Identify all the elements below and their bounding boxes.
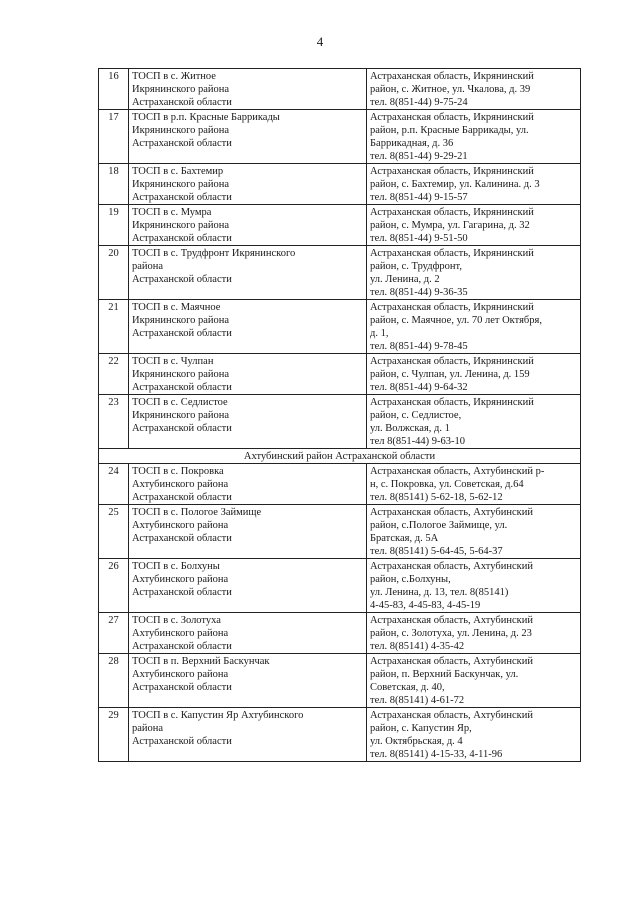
office-address: Астраханская область, Ахтубинский район, с.Болхуны, ул. Ленина, д. 13, тел. 8(85141) 4-45-83, 4-45-83, 4-45-19 (367, 559, 581, 613)
office-address: Астраханская область, Икрянинский район, с. Житное, ул. Чкалова, д. 39 тел. 8(851-44) 9-75-24 (367, 69, 581, 110)
table-row (99, 464, 581, 505)
row-number: 27 (99, 613, 129, 654)
table-row (99, 69, 581, 110)
table-row (99, 354, 581, 395)
table-row (99, 300, 581, 354)
row-number: 18 (99, 164, 129, 205)
table-row (99, 505, 581, 559)
office-address: Астраханская область, Икрянинский район, р.п. Красные Баррикады, ул. Баррикадная, д. 36 тел. 8(851-44) 9-29-21 (367, 110, 581, 164)
row-number: 23 (99, 395, 129, 449)
row-number: 17 (99, 110, 129, 164)
page-number: 4 (316, 34, 324, 49)
office-address: Астраханская область, Ахтубинский район, с. Золотуха, ул. Ленина, д. 23 тел. 8(85141) 4-35-42 (367, 613, 581, 654)
office-name: ТОСП в с. Болхуны Ахтубинского района Астраханской области (129, 559, 367, 613)
row-number: 25 (99, 505, 129, 559)
office-address: Астраханская область, Икрянинский район, с. Чулпан, ул. Ленина, д. 159 тел. 8(851-44) 9-64-32 (367, 354, 581, 395)
office-name: ТОСП в с. Капустин Яр Ахтубинского района Астраханской области (129, 708, 367, 762)
row-number: 29 (99, 708, 129, 762)
row-number: 16 (99, 69, 129, 110)
office-address: Астраханская область, Икрянинский район, с. Бахтемир, ул. Калинина. д. 3 тел. 8(851-44) 9-15-57 (367, 164, 581, 205)
section-header-row (99, 449, 581, 464)
office-name: ТОСП в п. Верхний Баскунчак Ахтубинского района Астраханской области (129, 654, 367, 708)
table-row (99, 110, 581, 164)
row-number: 26 (99, 559, 129, 613)
table-row (99, 246, 581, 300)
office-name: ТОСП в с. Покровка Ахтубинского района Астраханской области (129, 464, 367, 505)
row-number: 21 (99, 300, 129, 354)
office-address: Астраханская область, Ахтубинский район, п. Верхний Баскунчак, ул. Советская, д. 40, тел. 8(85141) 4-61-72 (367, 654, 581, 708)
office-name: ТОСП в с. Мумра Икрянинского района Астраханской области (129, 205, 367, 246)
registry-table (98, 68, 581, 762)
table-row (99, 205, 581, 246)
office-name: ТОСП в с. Маячное Икрянинского района Астраханской области (129, 300, 367, 354)
office-name: ТОСП в с. Чулпан Икрянинского района Астраханской области (129, 354, 367, 395)
office-name: ТОСП в с. Трудфронт Икрянинского района Астраханской области (129, 246, 367, 300)
office-name: ТОСП в с. Золотуха Ахтубинского района Астраханской области (129, 613, 367, 654)
row-number: 20 (99, 246, 129, 300)
office-address: Астраханская область, Икрянинский район, с. Мумра, ул. Гагарина, д. 32 тел. 8(851-44) 9-51-50 (367, 205, 581, 246)
table-row (99, 708, 581, 762)
office-address: Астраханская область, Икрянинский район, с. Трудфронт, ул. Ленина, д. 2 тел. 8(851-44) 9-36-35 (367, 246, 581, 300)
office-name: ТОСП в с. Житное Икрянинского района Астраханской области (129, 69, 367, 110)
section-title: Ахтубинский район Астраханской области (99, 449, 581, 464)
row-number: 19 (99, 205, 129, 246)
office-name: ТОСП в с. Седлистое Икрянинского района Астраханской области (129, 395, 367, 449)
office-address: Астраханская область, Ахтубинский район, с. Капустин Яр, ул. Октябрьская, д. 4 тел. 8(85141) 4-15-33, 4-11-96 (367, 708, 581, 762)
office-name: ТОСП в с. Пологое Займище Ахтубинского района Астраханской области (129, 505, 367, 559)
table-row (99, 559, 581, 613)
row-number: 28 (99, 654, 129, 708)
row-number: 24 (99, 464, 129, 505)
office-address: Астраханская область, Ахтубинский район, с.Пологое Займище, ул. Братская, д. 5А тел. 8(85141) 5-64-45, 5-64-37 (367, 505, 581, 559)
office-address: Астраханская область, Икрянинский район, с. Маячное, ул. 70 лет Октября, д. 1, тел. 8(851-44) 9-78-45 (367, 300, 581, 354)
office-address: Астраханская область, Ахтубинский р- н, с. Покровка, ул. Советская, д.64 тел. 8(85141) 5-62-18, 5-62-12 (367, 464, 581, 505)
table-row (99, 164, 581, 205)
table-row (99, 613, 581, 654)
office-name: ТОСП в с. Бахтемир Икрянинского района Астраханской области (129, 164, 367, 205)
table-row (99, 395, 581, 449)
office-address: Астраханская область, Икрянинский район, с. Седлистое, ул. Волжская, д. 1 тел 8(851-44) 9-63-10 (367, 395, 581, 449)
registry-table-body (99, 69, 581, 762)
office-name: ТОСП в р.п. Красные Баррикады Икрянинского района Астраханской области (129, 110, 367, 164)
table-row (99, 654, 581, 708)
row-number: 22 (99, 354, 129, 395)
